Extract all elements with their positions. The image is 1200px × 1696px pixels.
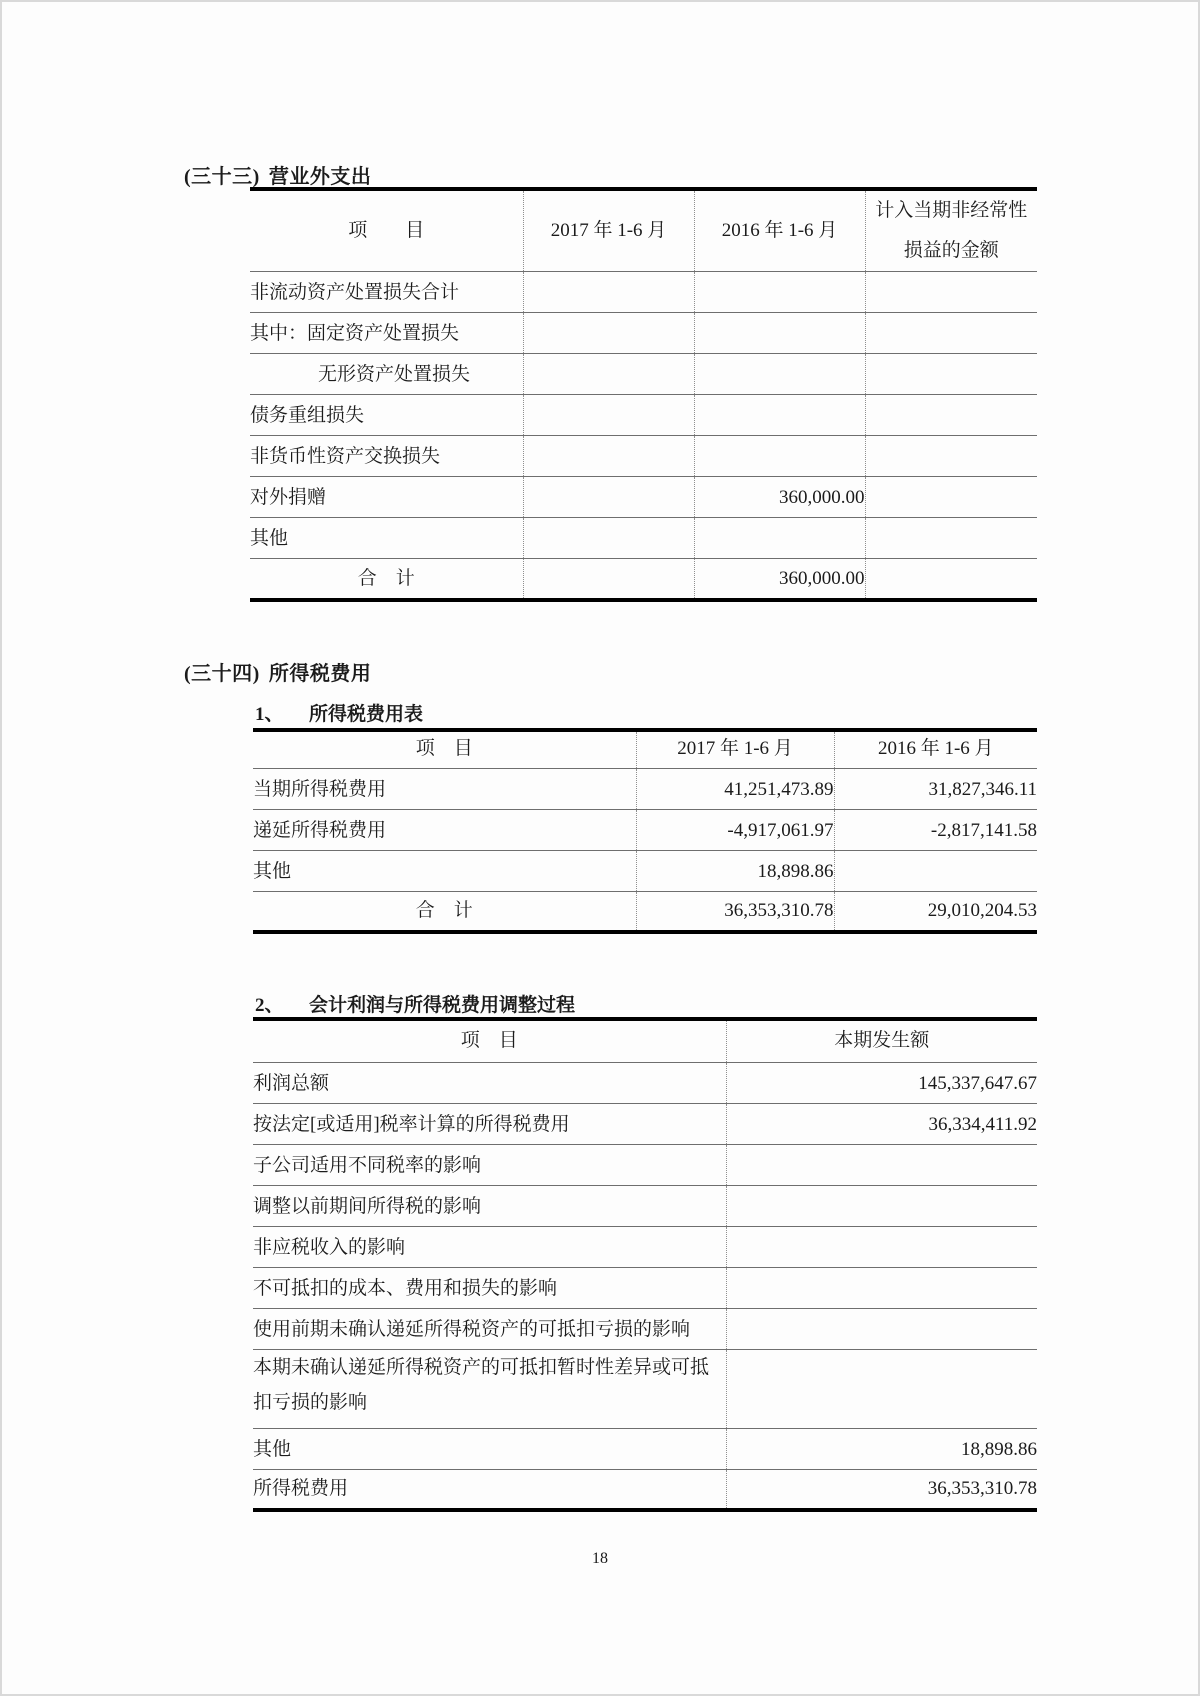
section-heading-33 <box>184 160 371 189</box>
row-label: 调整以前期间所得税的影响 <box>253 1185 726 1226</box>
row-value: 360,000.00 <box>694 559 865 600</box>
row-value <box>694 313 865 354</box>
table-row <box>253 1062 1037 1103</box>
table-row <box>253 1308 1037 1349</box>
sub-heading-number: 1、 <box>255 704 284 725</box>
table-row <box>253 1144 1037 1185</box>
table-header-row <box>253 730 1037 768</box>
row-label: 合 计 <box>250 559 523 600</box>
table-row <box>253 768 1037 809</box>
row-value: 36,334,411.92 <box>726 1103 1037 1144</box>
row-label: 当期所得税费用 <box>253 778 387 800</box>
sub-heading-number: 2、 <box>255 995 284 1016</box>
section-number: (三十三) <box>184 166 260 188</box>
row-value <box>865 477 1037 518</box>
col-header-2017: 2017 年 1-6 月 <box>636 730 834 768</box>
row-label: 按法定[或适用]税率计算的所得税费用 <box>253 1103 726 1144</box>
row-value: 36,353,310.78 <box>726 1469 1037 1510</box>
col-header-item: 项 目 <box>250 189 523 272</box>
profit-tax-reconciliation-table <box>253 1017 1037 1512</box>
sub-heading-title: 会计利润与所得税费用调整过程 <box>309 995 576 1016</box>
row-value <box>694 272 865 313</box>
section-title: 所得税费用 <box>268 663 372 685</box>
row-value <box>865 313 1037 354</box>
table-row <box>250 518 1037 559</box>
section-heading-34 <box>184 657 371 686</box>
table-total-row <box>250 559 1037 600</box>
col-header-item: 项 目 <box>253 730 636 768</box>
row-value: 29,010,204.53 <box>834 891 1037 932</box>
row-value: 145,337,647.67 <box>726 1062 1037 1103</box>
sub-heading-title: 所得税费用表 <box>309 704 424 725</box>
row-value <box>694 436 865 477</box>
col-header-amount: 本期发生额 <box>726 1019 1037 1062</box>
col-header-2016: 2016 年 1-6 月 <box>694 189 865 272</box>
row-label: 非应税收入的影响 <box>253 1226 726 1267</box>
row-label: 非货币性资产交换损失 <box>250 436 523 477</box>
row-value <box>523 477 694 518</box>
page-number: 18 <box>592 1550 608 1567</box>
row-value <box>726 1308 1037 1349</box>
table-row <box>253 1267 1037 1308</box>
row-value <box>865 436 1037 477</box>
table-row <box>253 1103 1037 1144</box>
sub-heading-income-tax-table <box>255 699 423 726</box>
row-value: 360,000.00 <box>694 477 865 518</box>
row-value <box>726 1267 1037 1308</box>
table-row <box>253 850 1037 891</box>
section-number: (三十四) <box>184 663 260 685</box>
table-row <box>250 272 1037 313</box>
table-row <box>253 1428 1037 1469</box>
table-row <box>253 1185 1037 1226</box>
row-label: 无形资产处置损失 <box>250 354 523 395</box>
row-label: 递延所得税费用 <box>253 809 636 850</box>
row-label: 其他 <box>253 1428 726 1469</box>
row-value <box>865 518 1037 559</box>
row-value: -4,917,061.97 <box>636 809 834 850</box>
row-value <box>523 272 694 313</box>
row-value <box>523 518 694 559</box>
row-label: 其中：固定资产处置损失 <box>250 313 523 354</box>
row-value: 31,827,346.11 <box>834 768 1037 809</box>
row-value <box>865 559 1037 600</box>
row-value <box>726 1144 1037 1185</box>
col-header-nonrecurring <box>865 189 1037 272</box>
col-header-2016: 2016 年 1-6 月 <box>834 730 1037 768</box>
row-value <box>523 313 694 354</box>
table-row <box>253 1349 1037 1428</box>
row-label: 合 计 <box>253 891 636 932</box>
table-row <box>253 1469 1037 1510</box>
row-value <box>523 436 694 477</box>
row-value <box>523 559 694 600</box>
row-label: 非流动资产处置损失合计 <box>250 282 460 303</box>
row-label: 不可抵扣的成本、费用和损失的影响 <box>253 1267 726 1308</box>
row-value: 36,353,310.78 <box>636 891 834 932</box>
row-label: 其他 <box>253 850 636 891</box>
table-row <box>250 354 1037 395</box>
row-value <box>865 272 1037 313</box>
row-label: 对外捐赠 <box>250 477 523 518</box>
row-value <box>865 354 1037 395</box>
row-value <box>834 850 1037 891</box>
row-label: 利润总额 <box>253 1072 330 1094</box>
table-row <box>253 809 1037 850</box>
row-label: 使用前期未确认递延所得税资产的可抵扣亏损的影响 <box>253 1308 726 1349</box>
row-value: 18,898.86 <box>636 850 834 891</box>
row-value <box>865 395 1037 436</box>
income-tax-expense-table <box>253 728 1037 934</box>
table-row <box>250 477 1037 518</box>
table-row <box>250 436 1037 477</box>
row-value <box>523 395 694 436</box>
table-row <box>253 1226 1037 1267</box>
table-header-row <box>253 1019 1037 1062</box>
row-value <box>726 1349 1037 1428</box>
row-value <box>694 354 865 395</box>
row-value: 18,898.86 <box>726 1428 1037 1469</box>
table-header-row <box>250 189 1037 272</box>
row-value <box>694 518 865 559</box>
table-row <box>250 395 1037 436</box>
col-header-2017: 2017 年 1-6 月 <box>523 189 694 272</box>
row-value <box>726 1185 1037 1226</box>
row-value: 41,251,473.89 <box>636 768 834 809</box>
table-row <box>250 313 1037 354</box>
row-value <box>694 395 865 436</box>
col-header-nonrecurring-text: 计入当期非经常性损益的金额 <box>875 200 1028 261</box>
row-label: 本期未确认递延所得税资产的可抵扣暂时性差异或可抵扣亏损的影响 <box>253 1349 726 1428</box>
table-total-row <box>253 891 1037 932</box>
row-label: 其他 <box>250 518 523 559</box>
row-value <box>726 1226 1037 1267</box>
section-title: 营业外支出 <box>268 166 372 188</box>
col-header-item: 项 目 <box>253 1019 726 1062</box>
sub-heading-reconciliation <box>255 990 575 1017</box>
non-operating-expenses-table <box>250 187 1037 602</box>
row-label: 债务重组损失 <box>250 395 523 436</box>
row-label: 所得税费用 <box>253 1469 726 1510</box>
row-label: 子公司适用不同税率的影响 <box>253 1144 726 1185</box>
row-value <box>523 354 694 395</box>
row-value: -2,817,141.58 <box>834 809 1037 850</box>
